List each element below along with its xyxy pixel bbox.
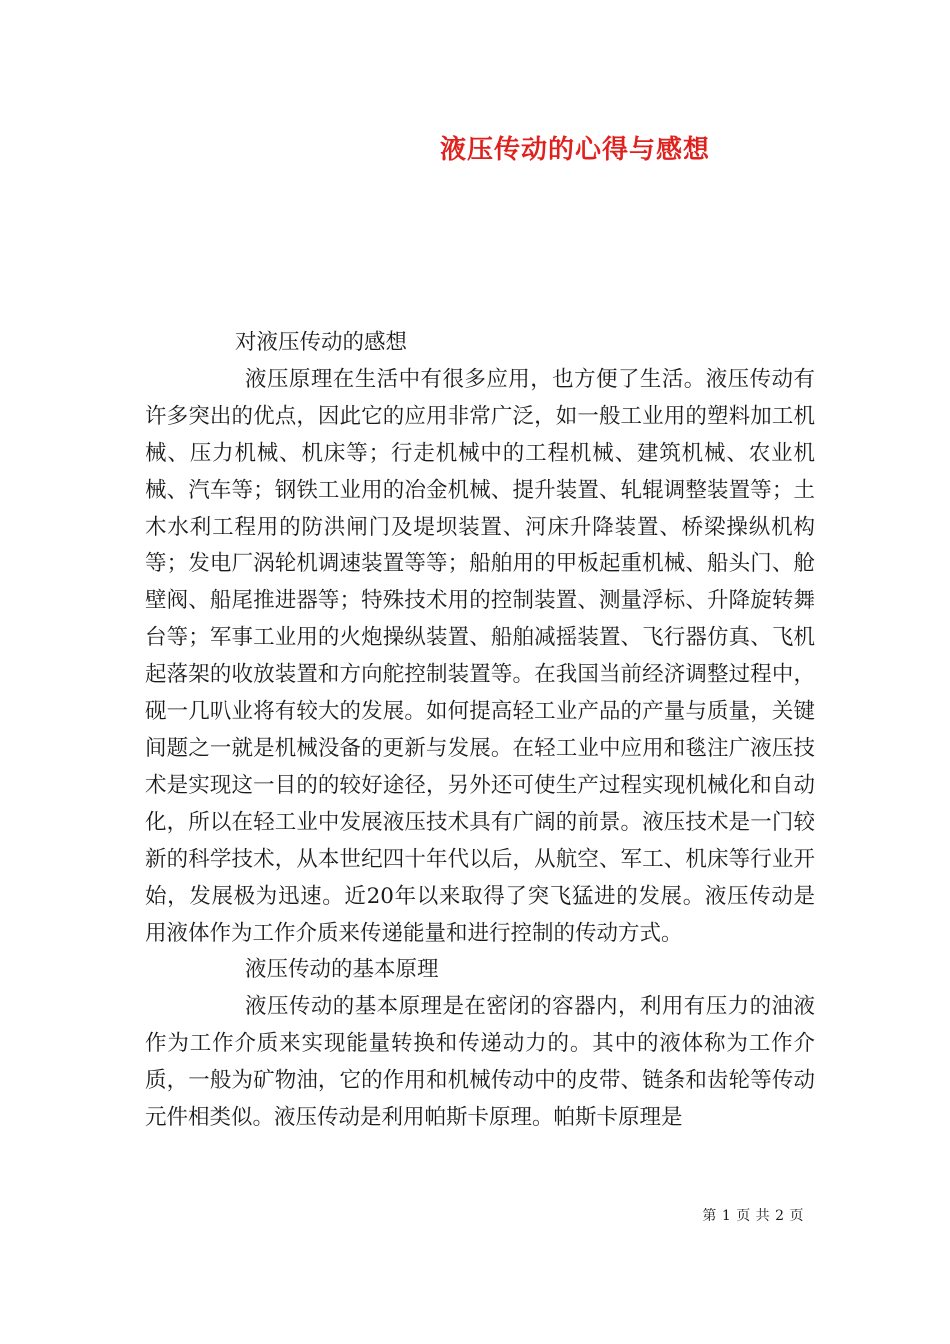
paragraph-principle: 液压传动的基本原理是在密闭的容器内，利用有压力的油液作为工作介质来实现能量转换和传递动力的。其中的液体称为工作介质，一般为矿物油，它的作用和机械传动中的皮带、链条和齿轮等传动元件相类似。液压传动是利用帕斯卡原理。帕斯卡原理是	[145, 994, 815, 1131]
page-number-footer: 第 1 页 共 2 页	[702, 1208, 804, 1224]
document-title: 液压传动的心得与感想	[439, 135, 710, 165]
paragraph-applications: 液压原理在生活中有很多应用，也方便了生活。液压传动有许多突出的优点，因此它的应用非常广泛，如一般工业用的塑料加工机械、压力机械、机床等；行走机械中的工程机械、建筑机械、农业机械、汽车等；钢铁工业用的冶金机械、提升装置、轧辊调整装置等；土木水利工程用的防洪闸门及堤坝装置、河床升降装置、桥梁操纵机构等；发电厂涡轮机调速装置等等；船舶用的甲板起重机械、船头门、舱壁阀、船尾推进器等；特殊技术用的控制装置、测量浮标、升降旋转舞台等；军事工业用的火炮操纵装置、船舶减摇装置、飞行器仿真、飞机起落架的收放装置和方向舵控制装置等。在我国当前经济调整过程中，砚一几叭业将有较大的发展。如何提高轻工业产品的产量与质量，关键间题之一就是机械没备的更新与发展。在轻工业中应用和毯注广液压技术是实现这一目的的较好途径，另外还可使生产过程实现机械化和自动化，所以在轻工业中发展液压技术具有广阔的前景。液压技术是一门较新的科学技术，从本世纪四十年代以后，从航空、军工、机床等行业开始，发展极为迅速。近20年以来取得了突飞猛进的发展。液压传动是用液体作为工作介质来传递能量和进行控制的传动方式。	[145, 366, 815, 946]
document-body	[145, 325, 815, 1137]
section-heading-principle: 液压传动的基本原理	[245, 957, 439, 983]
section-heading-impressions: 对液压传动的感想	[235, 330, 408, 355]
